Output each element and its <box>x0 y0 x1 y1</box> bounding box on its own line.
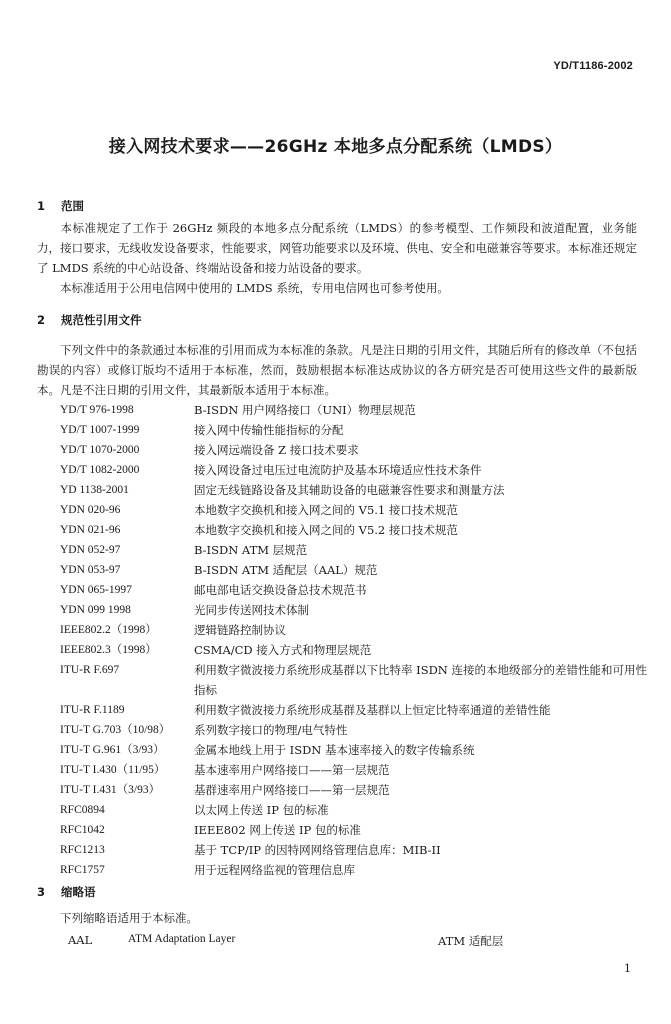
reference-code: YDN 053-97 <box>60 564 121 576</box>
reference-title: 系列数字接口的物理/电气特性 <box>194 723 348 737</box>
reference-row <box>60 460 650 480</box>
reference-code: YDN 052-97 <box>60 544 121 556</box>
reference-code: YDN 065-1997 <box>60 584 132 596</box>
reference-row <box>60 700 650 720</box>
section-2-paragraph-text: 下列文件中的条款通过本标准的引用而成为本标准的条款。凡是注日期的引用文件，其随后所有的修改单（不包括勘误的内容）或修订版均不适用于本标准，然而，鼓励根据本标准达成协议的各方研究是否可使用这些文件的最新版本。凡是不注日期的引用文件，其最新版本适用于本标准。 <box>37 343 637 397</box>
reference-row <box>60 480 650 500</box>
reference-row <box>60 860 650 880</box>
section-1-paragraph-2 <box>37 278 637 298</box>
reference-row <box>60 720 650 740</box>
reference-row <box>60 400 650 420</box>
reference-row <box>60 560 650 580</box>
reference-row <box>60 540 650 560</box>
reference-code: YDN 020-96 <box>60 504 121 516</box>
section-1-title: 范围 <box>61 199 84 213</box>
reference-code: ITU-T I.431（3/93） <box>60 784 161 796</box>
reference-code: RFC1213 <box>60 844 105 856</box>
reference-code: ITU-R F.1189 <box>60 704 125 716</box>
reference-code: YD/T 976-1998 <box>60 404 134 416</box>
reference-code: YDN 021-96 <box>60 524 121 536</box>
reference-code: RFC1757 <box>60 864 105 876</box>
reference-row <box>60 620 650 640</box>
reference-row <box>60 800 650 820</box>
reference-code: YDN 099 1998 <box>60 604 131 616</box>
reference-code: RFC1042 <box>60 824 105 836</box>
reference-row <box>60 640 650 660</box>
reference-title: 以太网上传送 IP 包的标准 <box>194 803 329 817</box>
section-3-title: 缩略语 <box>61 885 96 899</box>
reference-title: 固定无线链路设备及其辅助设备的电磁兼容性要求和测量方法 <box>194 483 505 497</box>
reference-title: 接入网设备过电压过电流防护及基本环境适应性技术条件 <box>194 463 482 477</box>
reference-code: ITU-R F.697 <box>60 664 120 676</box>
reference-code: YD 1138-2001 <box>60 484 129 496</box>
reference-title: 基群速率用户网络接口——第一层规范 <box>194 783 390 797</box>
reference-row <box>60 420 650 440</box>
section-2-paragraph <box>37 340 637 400</box>
section-1-paragraph-1 <box>37 218 637 278</box>
reference-code: IEEE802.2（1998） <box>60 624 157 636</box>
abbreviation-english: ATM Adaptation Layer <box>128 933 236 945</box>
section-2-heading <box>37 312 142 328</box>
reference-code: YD/T 1082-2000 <box>60 464 140 476</box>
reference-title: 邮电部电话交换设备总技术规范书 <box>194 583 367 597</box>
reference-row <box>60 520 650 540</box>
reference-row <box>60 580 650 600</box>
reference-row <box>60 600 650 620</box>
reference-row <box>60 840 650 860</box>
reference-title: 本地数字交换机和接入网之间的 V5.2 接口技术规范 <box>194 523 458 537</box>
abbreviation-chinese: ATM 适配层 <box>438 934 504 948</box>
reference-title: 金属本地线上用于 ISDN 基本速率接入的数字传输系统 <box>194 743 475 757</box>
reference-row <box>60 500 650 520</box>
reference-title: 利用数字微波接力系统形成基群以下比特率 ISDN 连接的本地级部分的差错性能和可用性指标 <box>194 663 648 697</box>
reference-code: YD/T 1007-1999 <box>60 424 140 436</box>
section-3-heading <box>37 884 96 900</box>
reference-title: CSMA/CD 接入方式和物理层规范 <box>194 643 372 657</box>
reference-code: ITU-T G.961（3/93） <box>60 744 165 756</box>
section-1-heading <box>37 198 84 214</box>
reference-list <box>60 400 650 880</box>
reference-title: IEEE802 网上传送 IP 包的标准 <box>194 823 361 837</box>
reference-title: 本地数字交换机和接入网之间的 V5.1 接口技术规范 <box>194 503 458 517</box>
reference-title: 用于远程网络监视的管理信息库 <box>194 863 355 877</box>
section-2-title: 规范性引用文件 <box>61 313 142 327</box>
reference-title: 基于 TCP/IP 的因特网网络管理信息库：MIB-II <box>194 843 441 857</box>
section-1-paragraph-2-text: 本标准适用于公用电信网中使用的 LMDS 系统，专用电信网也可参考使用。 <box>60 281 449 295</box>
reference-row <box>60 820 650 840</box>
reference-title: 接入网中传输性能指标的分配 <box>194 423 344 437</box>
section-3-number: 3 <box>37 885 46 899</box>
reference-title: B-ISDN ATM 适配层（AAL）规范 <box>194 563 378 577</box>
section-3-intro <box>37 908 637 928</box>
reference-code: IEEE802.3（1998） <box>60 644 157 656</box>
section-3-intro-text: 下列缩略语适用于本标准。 <box>60 911 198 925</box>
section-2-number: 2 <box>37 313 46 327</box>
reference-row <box>60 760 650 780</box>
reference-title: 接入网远端设备 Z 接口技术要求 <box>194 443 359 457</box>
reference-row <box>60 660 650 700</box>
page-number: 1 <box>624 962 631 975</box>
standard-number: YD/T1186-2002 <box>553 60 633 72</box>
abbreviation-term: AAL <box>68 933 93 947</box>
reference-code: RFC0894 <box>60 804 105 816</box>
reference-code: ITU-T I.430（11/95） <box>60 764 166 776</box>
reference-title: B-ISDN 用户网络接口（UNI）物理层规范 <box>194 403 416 417</box>
reference-title: 逻辑链路控制协议 <box>194 623 286 637</box>
reference-title: B-ISDN ATM 层规范 <box>194 543 308 557</box>
reference-code: ITU-T G.703（10/98） <box>60 724 171 736</box>
reference-row <box>60 440 650 460</box>
reference-code: YD/T 1070-2000 <box>60 444 140 456</box>
reference-row <box>60 780 650 800</box>
section-1-paragraph-1-text: 本标准规定了工作于 26GHz 频段的本地多点分配系统（LMDS）的参考模型、工作频段和波道配置，业务能力，接口要求，无线收发设备要求，性能要求，网管功能要求以及环境、供电、安全和电磁兼容等要求。本标准还规定了 LMDS 系统的中心站设备、终端站设备和接力站设备的要求。 <box>37 221 637 275</box>
reference-title: 光同步传送网技术体制 <box>194 603 309 617</box>
reference-title: 利用数字微波接力系统形成基群及基群以上恒定比特率通道的差错性能 <box>194 703 551 717</box>
section-1-number: 1 <box>37 199 46 213</box>
reference-title: 基本速率用户网络接口——第一层规范 <box>194 763 390 777</box>
reference-row <box>60 740 650 760</box>
document-title: 接入网技术要求——26GHz 本地多点分配系统（LMDS） <box>108 137 563 157</box>
